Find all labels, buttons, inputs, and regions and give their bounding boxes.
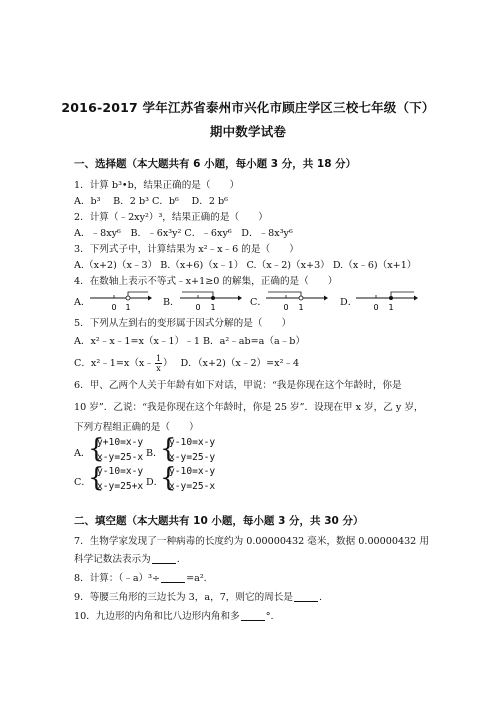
q6-option-b-label: B． xyxy=(146,448,163,459)
q5-option-c-text: C．x²﹣1=x（x﹣ xyxy=(74,358,154,369)
q10-line: 10．九边形的内角和比八边形内角和多 °. xyxy=(74,611,274,622)
answer-blank[interactable] xyxy=(152,553,176,564)
tick-label: 0 xyxy=(195,303,201,312)
q6-system-b: { y-10=x-y x-y=25-y xyxy=(160,434,216,464)
section-fill-heading: 二、填空题（本大题共有 10 小题，每小题 3 分，共 30 分） xyxy=(74,515,364,527)
tick-label: 1 xyxy=(210,303,216,312)
exam-title-line2: 期中数学试卷 xyxy=(209,124,287,139)
q4-option-b-label: B． xyxy=(163,297,180,308)
q5-fraction: $\frac{1}{x}$ xyxy=(155,354,162,373)
q3-options: A.（x+2)（x﹣3） B.（x+6)（x﹣1） C.（x﹣2)（x+3） D.（x﹣6)（x+1） xyxy=(74,260,417,271)
tick-label: 0 xyxy=(283,303,289,312)
tick-label: 1 xyxy=(388,303,394,312)
answer-blank[interactable] xyxy=(161,572,185,583)
section-choice-heading: 一、选择题（本大题共有 6 小题，每小题 3 分，共 18 分） xyxy=(74,158,357,170)
q6-line2: 10 岁”．乙说：“我是你现在这个年龄时，你是 25 岁”．设现在甲 x 岁，乙 y 岁， xyxy=(74,402,424,413)
q4-option-d-label: D． xyxy=(340,297,358,308)
q6-system-a: { y+10=x-y x-y=25-x xyxy=(88,434,144,464)
tick-label: 1 xyxy=(298,303,304,312)
q5-stem: 5．下列从左到右的变形属于因式分解的是（ ） xyxy=(74,318,292,329)
q2-stem: 2．计算（﹣2xy²）³，结果正确的是（ ） xyxy=(74,212,268,223)
q1-options: A．b³ B．2 b³ C．b⁶ D．2 b⁶ xyxy=(74,196,228,207)
q4-number-line-d xyxy=(354,289,420,313)
q4-number-line-c xyxy=(264,289,330,313)
q2-options: A．﹣8xy⁶ B．﹣6x³y² C．﹣6xy⁶ D．﹣8x³y⁶ xyxy=(74,228,293,239)
q7-line1: 7．生物学家发现了一种病毒的长度约为 0.00000432 毫米，数据 0.00000432 用 xyxy=(74,536,429,547)
q4-stem: 4．在数轴上表示不等式﹣x+1≥0 的解集，正确的是（ ） xyxy=(74,276,338,287)
tick-label: 0 xyxy=(373,303,379,312)
q1-stem: 1．计算 b³•b，结果正确的是（ ） xyxy=(74,180,240,191)
q3-stem: 3．下列式子中，计算结果为 x²﹣x﹣6 的是（ ） xyxy=(74,244,299,255)
q4-number-line-a xyxy=(88,289,154,313)
q5-options-cd xyxy=(74,354,299,373)
exam-title-line1: 2016-2017 学年江苏省泰州市兴化市顾庄学区三校七年级（下） xyxy=(61,100,435,115)
q4-number-line-b xyxy=(178,289,244,313)
q6-line1: 6．甲、乙两个人关于年龄有如下对话，甲说：“我是你现在这个年龄时，你是 xyxy=(74,380,402,391)
answer-blank[interactable] xyxy=(294,591,318,602)
q6-line3: 下列方程组正确的是（ ） xyxy=(74,422,199,433)
q7-line2: 科学记数法表示为 . xyxy=(74,554,180,565)
q4-option-c-label: C． xyxy=(250,297,267,308)
q4-option-a-label: A． xyxy=(74,297,91,308)
q9-line: 9．等腰三角形的三边长为 3，a，7，则它的周长是 . xyxy=(74,592,323,603)
q6-option-a-label: A． xyxy=(74,448,91,459)
tick-label: 0 xyxy=(111,303,117,312)
q6-system-c: { y-10=x-y x-y=25+x xyxy=(88,463,144,493)
answer-blank[interactable] xyxy=(241,610,265,621)
q6-system-d: { y-10=x-y x-y=25-x xyxy=(160,463,216,493)
q5-option-d-text: ） D．（x+2)（x﹣2）=x²﹣4 xyxy=(163,358,300,369)
q6-option-d-label: D． xyxy=(146,477,164,488)
q6-option-c-label: C． xyxy=(74,477,91,488)
tick-label: 1 xyxy=(125,303,131,312)
q5-options-ab: A．x²﹣x﹣1=x（x﹣1）﹣1 B．a²﹣ab=a（a﹣b） xyxy=(74,336,306,347)
q8-line: 8．计算：（﹣a）³÷ =a². xyxy=(74,573,207,584)
